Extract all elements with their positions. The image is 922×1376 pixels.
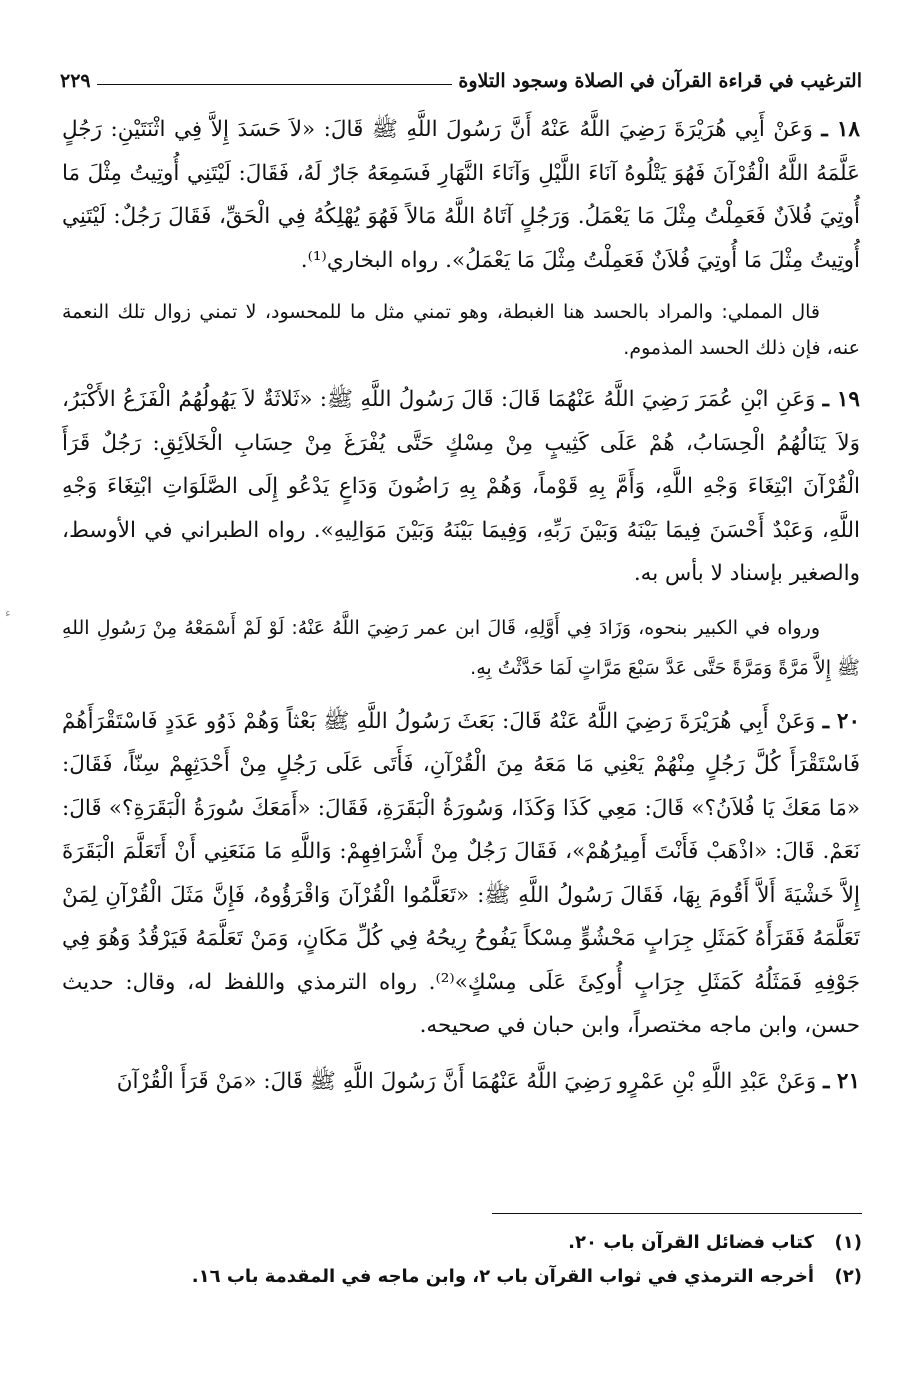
footnotes [62, 1226, 862, 1294]
page-number: ٢٢٩ [60, 70, 91, 92]
hadith-18 [62, 108, 860, 282]
hadith-19 [62, 378, 860, 596]
hadith-text: وَعَنْ أَبِي هُرَيْرَةَ رَضِيَ اللَّهُ عَنْهُ أَنَّ رَسُولَ اللَّهِ ﷺ قَالَ: «لاَ حَسَدَ إِلاَّ فِي اثْنَتَيْنِ: رَجُلٍ عَلَّمَهُ اللَّهُ الْقُرْآنَ فَهُوَ يَتْلُوهُ آنَاءَ اللَّيْلِ وَآنَاءَ النَّهَارِ فَسَمِعَهُ جَارٌ لَهُ، فَقَالَ: لَيْتَنِي أُوتِيتُ مِثْلَ مَا أُوتِيَ فُلاَنٌ فَعَمِلْتُ مِثْلَ مَا يَعْمَلُ. وَرَجُلٍ آتَاهُ اللَّهُ مَالاً فَهُوَ يُهْلِكُهُ فِي الْحَقِّ، فَقَالَ رَجُلٌ: لَيْتَنِي أُوتِيتُ مِثْلَ مَا أُوتِيَ فُلاَنٌ فَعَمِلْتُ مِثْلَ مَا يَعْمَلُ». رواه البخاري⁽¹⁾. [62, 117, 860, 273]
hadith-21 [62, 1060, 860, 1104]
commentary-paragraph: قال المملي: والمراد بالحسد هنا الغبطة، وهو تمني مثل ما للمحسود، لا تمني زوال تلك النعمة عنه، فإن ذلك الحسد المذموم. [62, 301, 860, 359]
margin-mark: ء [5, 606, 11, 620]
hadith-20 [62, 700, 860, 1048]
hadith-number: ٢١ ـ [823, 1068, 860, 1094]
hadith-number: ١٩ ـ [822, 387, 860, 412]
footnote-marker: (١) [834, 1232, 862, 1253]
hadith-number: ٢٠ ـ [822, 708, 860, 734]
hadith-text: وَعَنْ أَبِي هُرَيْرَةَ رَضِيَ اللَّهُ عَنْهُ قَالَ: بَعَثَ رَسُولُ اللَّهِ ﷺ بَعْثاً وَهُمْ ذَوُو عَدَدٍ فَاسْتَقْرَأَهُمْ فَاسْتَقْرَأَ كُلَّ رَجُلٍ مِنْهُمْ يَعْنِي مَا مَعَهُ مِنَ الْقُرْآنِ، فَأَتَى عَلَى رَجُلٍ مِنْ أَحْدَثِهِمْ سِنّاً، فَقَالَ: «مَا مَعَكَ يَا فُلاَنُ؟» قَالَ: مَعِي كَذَا وَكَذَا، وَسُورَةُ الْبَقَرَةِ، فَقَالَ: «أَمَعَكَ سُورَةُ الْبَقَرَةِ؟» قَالَ: نَعَمْ. قَالَ: «اذْهَبْ فَأَنْتَ أَمِيرُهُمْ»، فَقَالَ رَجُلٌ مِنْ أَشْرَافِهِمْ: وَاللَّهِ مَا مَنَعَنِي أَنْ أَتَعَلَّمَ الْبَقَرَةَ إِلاَّ خَشْيَةَ أَلاَّ أَقُومَ بِهَا، فَقَالَ رَسُولُ اللَّهِ ﷺ: «تَعَلَّمُوا الْقُرْآنَ وَاقْرَؤُوهُ، فَإِنَّ مَثَلَ الْقُرْآنِ لِمَنْ تَعَلَّمَهُ فَقَرَأَهُ كَمَثَلِ جِرَابٍ مَحْشُوٍّ مِسْكاً يَفُوحُ رِيحُهُ فِي كُلِّ مَكَانٍ، وَمَنْ تَعَلَّمَهُ فَيَرْقُدُ وَهُوَ فِي جَوْفِهِ فَمَثَلُهُ كَمَثَلِ جِرَابٍ أُوكِئَ عَلَى مِسْكٍ»⁽²⁾. رواه الترمذي واللفظ له، وقال: حديث حسن، وابن ماجه مختصراً، وابن حبان في صحيحه. [62, 708, 860, 1038]
footnote-text: أخرجه الترمذي في ثواب القرآن باب ٢، وابن ماجه في المقدمة باب ١٦. [191, 1266, 814, 1287]
footnote-2 [62, 1260, 862, 1294]
hadith-text: وَعَنْ عَبْدِ اللَّهِ بْنِ عَمْرٍو رَضِيَ اللَّهُ عَنْهُمَا أَنَّ رَسُولَ اللَّهِ ﷺ قَالَ: «مَنْ قَرَأَ الْقُرْآنَ [116, 1068, 817, 1094]
hadith-number: ١٨ ـ [821, 117, 860, 142]
footnote-separator [492, 1213, 862, 1214]
hadith-text: وَعَنِ ابْنِ عُمَرَ رَضِيَ اللَّهُ عَنْهُمَا قَالَ: قَالَ رَسُولُ اللَّهِ ﷺ: «ثَلاثَةٌ لاَ يَهُولُهُمُ الْفَزَعُ الأَكْبَرُ، وَلاَ يَنَالُهُمُ الْحِسَابُ، هُمْ عَلَى كَثِيبٍ مِنْ مِسْكٍ حَتَّى يُفْرَغَ مِنْ حِسَابِ الْخَلاَئِقِ: رَجُلٌ قَرَأَ الْقُرْآنَ ابْتِغَاءَ وَجْهِ اللَّهِ، وَأَمَّ بِهِ قَوْماً، وَهُمْ بِهِ رَاضُونَ وَدَاعٍ يَدْعُو إِلَى الصَّلَوَاتِ ابْتِغَاءَ وَجْهِ اللَّهِ، وَعَبْدٌ أَحْسَنَ فِيمَا بَيْنَهُ وَبَيْنَ رَبِّهِ، وَفِيمَا بَيْنَهُ وَبَيْنَ مَوَالِيهِ». رواه الطبراني في الأوسط، والصغير بإسناد لا بأس به. [62, 387, 860, 586]
header-rule [97, 84, 453, 85]
running-header [60, 60, 862, 92]
chapter-title: الترغيب في قراءة القرآن في الصلاة وسجود التلاوة [458, 70, 862, 92]
footnote-1 [62, 1226, 862, 1260]
main-text [62, 108, 860, 1115]
footnote-marker: (٢) [834, 1266, 862, 1287]
footnote-text: كتاب فضائل القرآن باب ٢٠. [568, 1232, 814, 1253]
narration-note-paragraph: ورواه في الكبير بنحوه، وَزَادَ فِي أَوَّلِهِ، قَالَ ابن عمر رَضِيَ اللَّهُ عَنْهُ: لَوْ لَمْ أَسْمَعْهُ مِنْ رَسُولِ اللهِ ﷺ إِلاَّ مَرَّةً وَمَرَّةً حَتَّى عَدَّ سَبْعَ مَرَّاتٍ لَمَا حَدَّثْتُ بِهِ. [62, 616, 860, 679]
